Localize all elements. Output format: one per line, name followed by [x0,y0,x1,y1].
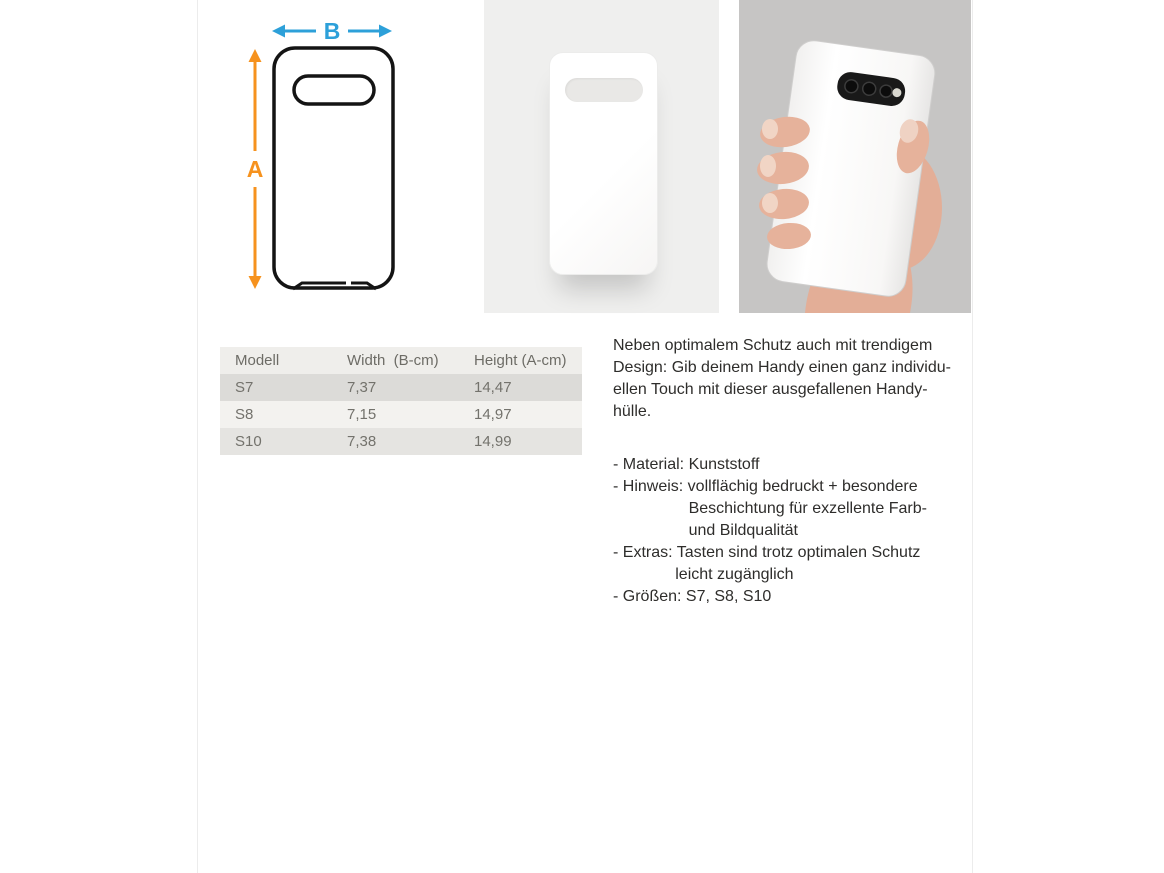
width-dimension-label: B [323,18,341,44]
case-camera-window [565,78,643,102]
table-cell: 7,37 [347,379,377,396]
table-cell: 7,15 [347,406,377,423]
table-cell: S10 [235,433,262,450]
col-header-model: Modell [235,352,280,369]
size-table [220,347,582,455]
table-cell: 7,38 [347,433,377,450]
feature-line: und Bildqualität [613,522,798,539]
size-table-body [220,374,582,455]
dimension-diagram [198,0,484,313]
description-line: Design: Gib deinem Handy einen ganz individu- [613,359,951,376]
table-cell: S7 [235,379,254,396]
feature-list [613,454,927,608]
size-table-header-row [220,347,582,374]
hand-phone-illustration [739,0,971,313]
camera-cutout [294,76,374,104]
height-dimension-label: A [246,156,264,182]
table-row [220,401,582,428]
product-info-section [197,0,973,873]
table-cell: 14,47 [474,379,512,396]
description-line: Neben optimalem Schutz auch mit trendigem [613,337,933,354]
hand-holding-phone-photo [739,0,971,313]
description-intro [613,335,951,423]
description-line: ellen Touch mit dieser ausgefallenen Handy- [613,381,928,398]
description-line: hülle. [613,403,652,420]
feature-line: - Größen: S7, S8, S10 [613,588,772,605]
feature-line: - Material: Kunststoff [613,456,760,473]
feature-line: leicht zugänglich [613,566,794,583]
table-row [220,428,582,455]
table-row [220,374,582,401]
table-cell: S8 [235,406,254,423]
feature-line: - Hinweis: vollflächig bedruckt + besondere [613,478,918,495]
table-cell: 14,99 [474,433,512,450]
table-cell: 14,97 [474,406,512,423]
feature-line: - Extras: Tasten sind trotz optimalen Schutz [613,544,921,561]
col-header-height: Height (A-cm) [474,352,567,369]
white-phone-case [549,52,658,275]
product-case-photo [484,0,719,313]
feature-line: Beschichtung für exzellente Farb- [613,500,927,517]
case-outline-drawing [198,0,484,313]
col-header-width: Width (B-cm) [347,352,439,369]
